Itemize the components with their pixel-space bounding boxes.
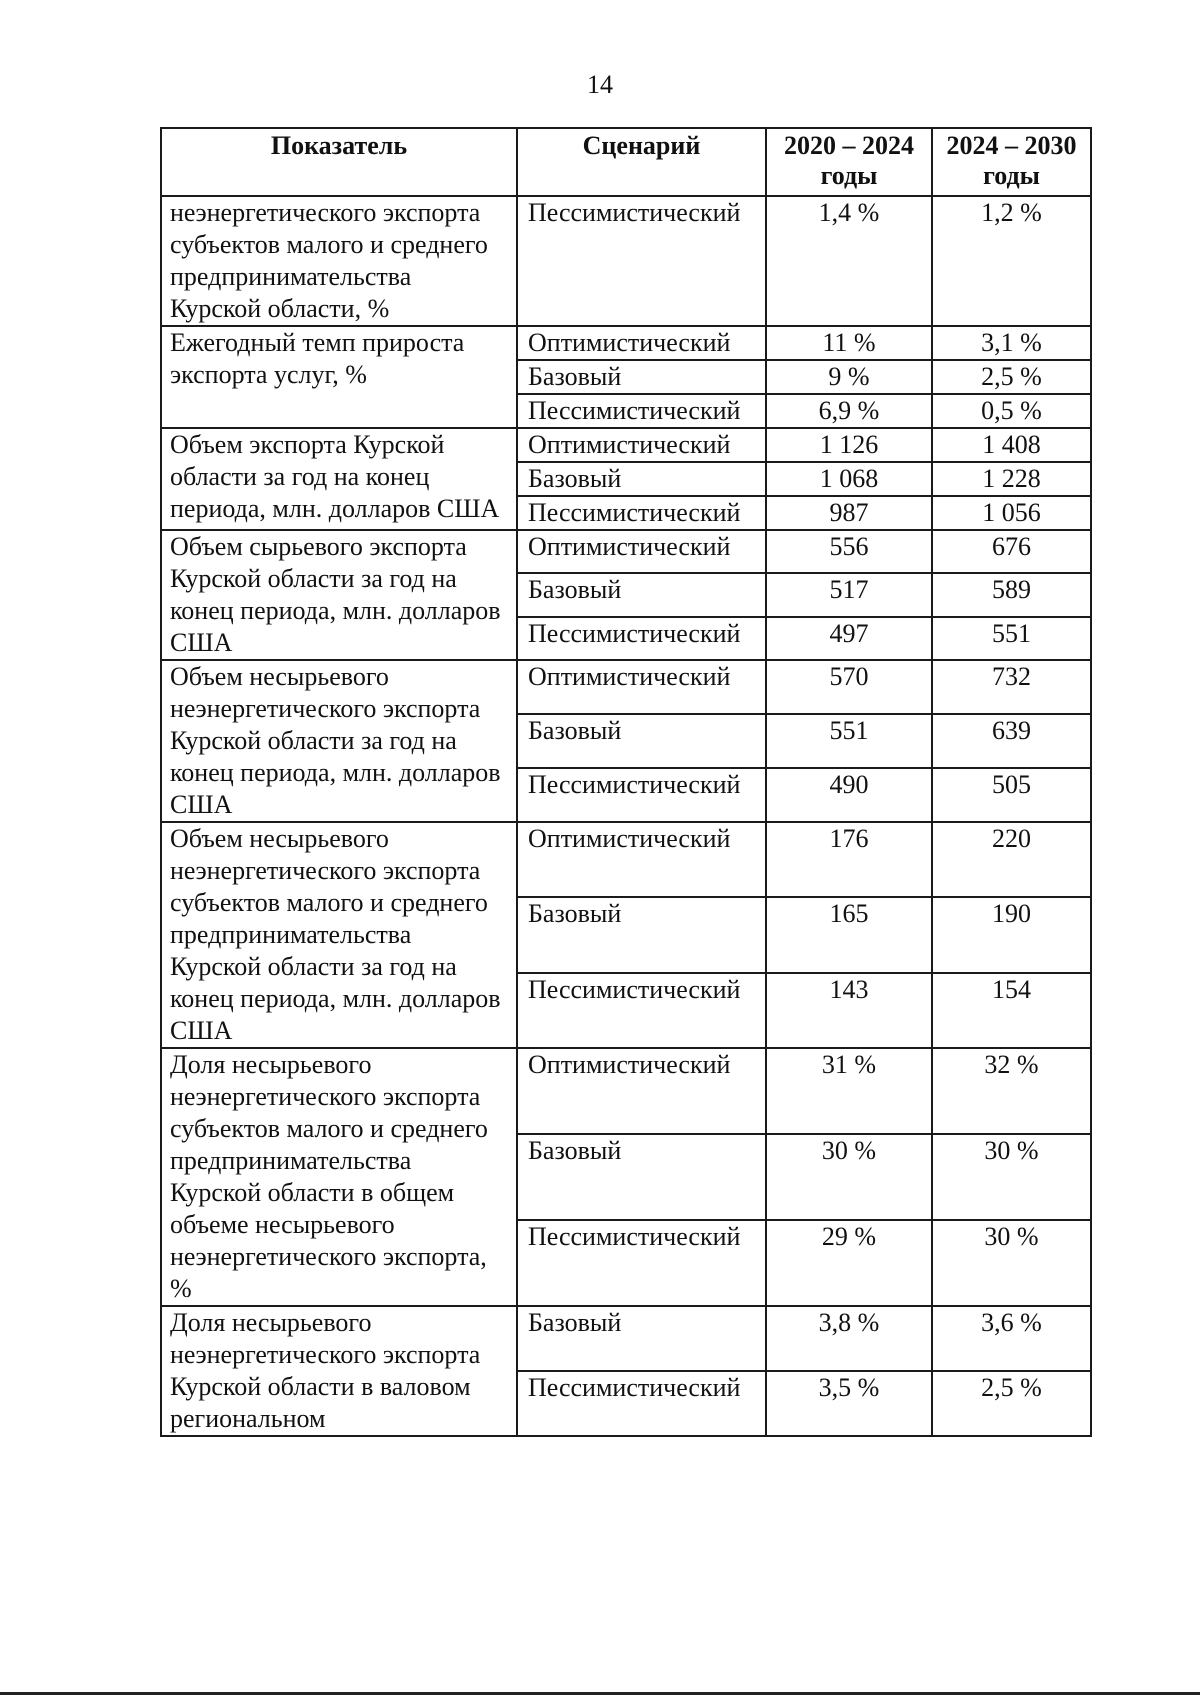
value-2024-2030-cell: 589	[932, 573, 1091, 616]
value-2024-2030-cell: 3,1 %	[932, 326, 1091, 360]
scenario-cell: Оптимистический	[517, 660, 766, 714]
value-2024-2030-cell: 1 228	[932, 462, 1091, 496]
value-2020-2024-cell: 11 %	[766, 326, 932, 360]
indicator-cell: Объем сырьевого экспорта Курской области за год на конец периода, млн. долларов США	[161, 530, 517, 660]
header-scenario: Сценарий	[517, 128, 766, 196]
header-indicator: Показатель	[161, 128, 517, 196]
scenario-cell: Базовый	[517, 573, 766, 616]
header-period-2020-2024: 2020 – 2024 годы	[766, 128, 932, 196]
value-2024-2030-cell: 2,5 %	[932, 1371, 1091, 1436]
value-2020-2024-cell: 29 %	[766, 1220, 932, 1306]
value-2020-2024-cell: 9 %	[766, 360, 932, 394]
value-2020-2024-cell: 556	[766, 530, 932, 573]
value-2024-2030-cell: 505	[932, 768, 1091, 822]
value-2024-2030-cell: 190	[932, 897, 1091, 972]
value-2020-2024-cell: 1 068	[766, 462, 932, 496]
value-2020-2024-cell: 517	[766, 573, 932, 616]
value-2024-2030-cell: 676	[932, 530, 1091, 573]
value-2020-2024-cell: 551	[766, 714, 932, 768]
indicator-cell: Объем несырьевого неэнергетического экспорта субъектов малого и среднего предпринимательства Курской области за год на конец периода, млн. долларов США	[161, 822, 517, 1048]
value-2024-2030-cell: 30 %	[932, 1220, 1091, 1306]
table-body	[161, 196, 1091, 1436]
value-2020-2024-cell: 31 %	[766, 1048, 932, 1134]
value-2024-2030-cell: 551	[932, 617, 1091, 660]
page-number: 14	[587, 70, 613, 99]
value-2024-2030-cell: 732	[932, 660, 1091, 714]
scenario-cell: Оптимистический	[517, 428, 766, 462]
table-row	[161, 822, 1091, 897]
value-2024-2030-cell: 3,6 %	[932, 1306, 1091, 1371]
value-2020-2024-cell: 30 %	[766, 1134, 932, 1220]
table-row	[161, 326, 1091, 360]
value-2020-2024-cell: 3,5 %	[766, 1371, 932, 1436]
scenario-cell: Пессимистический	[517, 1371, 766, 1436]
value-2020-2024-cell: 176	[766, 822, 932, 897]
value-2024-2030-cell: 32 %	[932, 1048, 1091, 1134]
value-2020-2024-cell: 3,8 %	[766, 1306, 932, 1371]
value-2020-2024-cell: 497	[766, 617, 932, 660]
header-period-2024-2030: 2024 – 2030 годы	[932, 128, 1091, 196]
value-2024-2030-cell: 1 056	[932, 496, 1091, 530]
value-2024-2030-cell: 154	[932, 973, 1091, 1048]
scenario-cell: Базовый	[517, 462, 766, 496]
value-2024-2030-cell: 2,5 %	[932, 360, 1091, 394]
indicators-table	[160, 127, 1092, 1437]
value-2020-2024-cell: 6,9 %	[766, 394, 932, 428]
table-header-row	[161, 128, 1091, 196]
scenario-cell: Оптимистический	[517, 1048, 766, 1134]
scenario-cell: Пессимистический	[517, 768, 766, 822]
table-row	[161, 196, 1091, 326]
value-2020-2024-cell: 165	[766, 897, 932, 972]
scenario-cell: Пессимистический	[517, 496, 766, 530]
table-row	[161, 530, 1091, 573]
value-2024-2030-cell: 0,5 %	[932, 394, 1091, 428]
scenario-cell: Базовый	[517, 1306, 766, 1371]
table-row	[161, 1048, 1091, 1134]
scenario-cell: Базовый	[517, 897, 766, 972]
indicator-cell: Ежегодный темп прироста экспорта услуг, %	[161, 326, 517, 428]
value-2024-2030-cell: 1 408	[932, 428, 1091, 462]
table-row	[161, 660, 1091, 714]
scenario-cell: Базовый	[517, 1134, 766, 1220]
scenario-cell: Оптимистический	[517, 326, 766, 360]
scenario-cell: Базовый	[517, 360, 766, 394]
value-2020-2024-cell: 987	[766, 496, 932, 530]
value-2024-2030-cell: 30 %	[932, 1134, 1091, 1220]
value-2024-2030-cell: 220	[932, 822, 1091, 897]
scenario-cell: Оптимистический	[517, 822, 766, 897]
value-2020-2024-cell: 490	[766, 768, 932, 822]
table-row	[161, 428, 1091, 462]
value-2020-2024-cell: 1,4 %	[766, 196, 932, 326]
scenario-cell: Пессимистический	[517, 394, 766, 428]
scenario-cell: Пессимистический	[517, 1220, 766, 1306]
indicator-cell: неэнергетического экспорта субъектов малого и среднего предпринимательства Курской области, %	[161, 196, 517, 326]
scenario-cell: Пессимистический	[517, 196, 766, 326]
scenario-cell: Базовый	[517, 714, 766, 768]
indicator-cell: Доля несырьевого неэнергетического экспорта Курской области в валовом региональном	[161, 1306, 517, 1436]
indicator-cell: Объем несырьевого неэнергетического экспорта Курской области за год на конец периода, млн. долларов США	[161, 660, 517, 822]
value-2024-2030-cell: 1,2 %	[932, 196, 1091, 326]
indicator-cell: Доля несырьевого неэнергетического экспорта субъектов малого и среднего предпринимательства Курской области в общем объеме несырьевого неэнергетического экспорта, %	[161, 1048, 517, 1306]
scenario-cell: Пессимистический	[517, 617, 766, 660]
page-bottom-edge	[0, 1692, 1200, 1695]
indicator-cell: Объем экспорта Курской области за год на конец периода, млн. долларов США	[161, 428, 517, 530]
value-2020-2024-cell: 143	[766, 973, 932, 1048]
table-row	[161, 1306, 1091, 1371]
value-2020-2024-cell: 570	[766, 660, 932, 714]
scenario-cell: Пессимистический	[517, 973, 766, 1048]
value-2024-2030-cell: 639	[932, 714, 1091, 768]
value-2020-2024-cell: 1 126	[766, 428, 932, 462]
scenario-cell: Оптимистический	[517, 530, 766, 573]
